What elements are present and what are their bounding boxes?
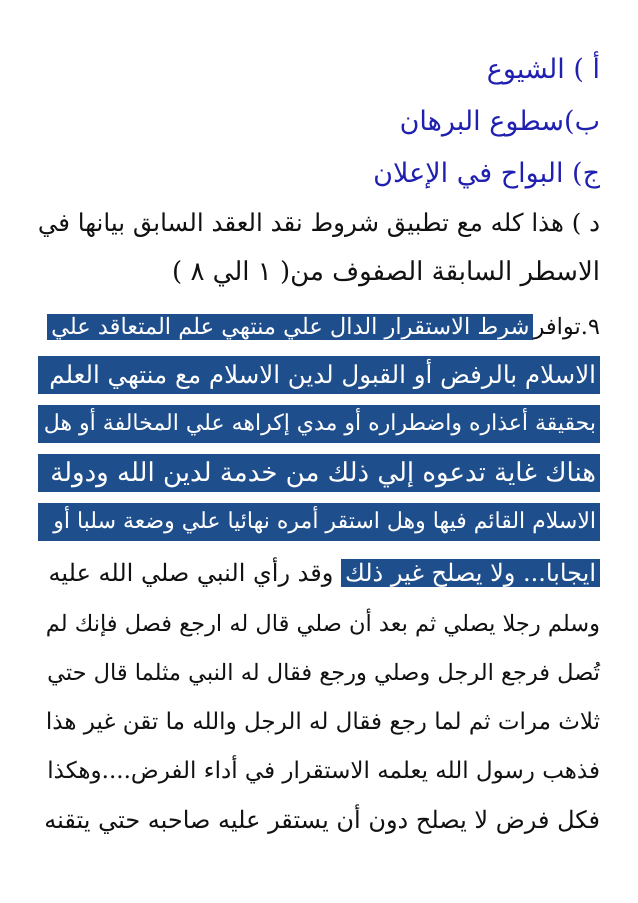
section9-line8: تُصل فرجع الرجل وصلي ورجع فقال له النبي مثلما قال حتي bbox=[47, 660, 600, 686]
plain-text: وقد رأي النبي صلي الله عليه bbox=[48, 559, 334, 587]
section9-number: ٩.توافر bbox=[533, 314, 600, 340]
option-b: ب)سطوع البرهان bbox=[399, 106, 600, 137]
section9-line11: فكل فرض لا يصلح دون أن يستقر عليه صاحبه حتي يتقنه bbox=[44, 806, 600, 834]
option-c: ج) البواح في الإعلان bbox=[373, 158, 600, 189]
section9-line5: الاسلام القائم فيها وهل استقر أمره نهائيا علي وضعة سلبا أو bbox=[38, 503, 600, 541]
highlighted-text: شرط الاستقرار الدال علي منتهي علم المتعاقد علي bbox=[47, 314, 533, 340]
option-d-line1: د ) هذا كله مع تطبيق شروط نقد العقد السابق بيانها في bbox=[37, 208, 600, 237]
section9-line6 bbox=[49, 553, 600, 593]
highlighted-text: ايجابا... ولا يصلح غير ذلك bbox=[341, 559, 600, 587]
section9-line7: وسلم رجلا يصلي ثم بعد أن صلي قال له ارجع فصل فإنك لم bbox=[45, 611, 600, 637]
option-a: أ ) الشيوع bbox=[486, 54, 600, 85]
section9-line3: بحقيقة أعذاره واضطراره أو مدي إكراهه علي المخالفة أو هل bbox=[38, 405, 600, 443]
section9-line4: هناك غاية تدعوه إلي ذلك من خدمة لدين الله ودولة bbox=[38, 454, 600, 492]
section9-line9: ثلاث مرات ثم لما رجع فقال له الرجل والله ما تقن غير هذا bbox=[45, 709, 600, 735]
section9-line2: الاسلام بالرفض أو القبول لدين الاسلام مع منتهي العلم bbox=[38, 356, 600, 394]
section9-line10: فذهب رسول الله يعلمه الاستقرار في أداء الفرض....وهكذا bbox=[47, 758, 600, 784]
option-d-line2: الاسطر السابقة الصفوف من( ١ الي ٨ ) bbox=[172, 257, 600, 287]
section9-line1 bbox=[47, 307, 600, 347]
